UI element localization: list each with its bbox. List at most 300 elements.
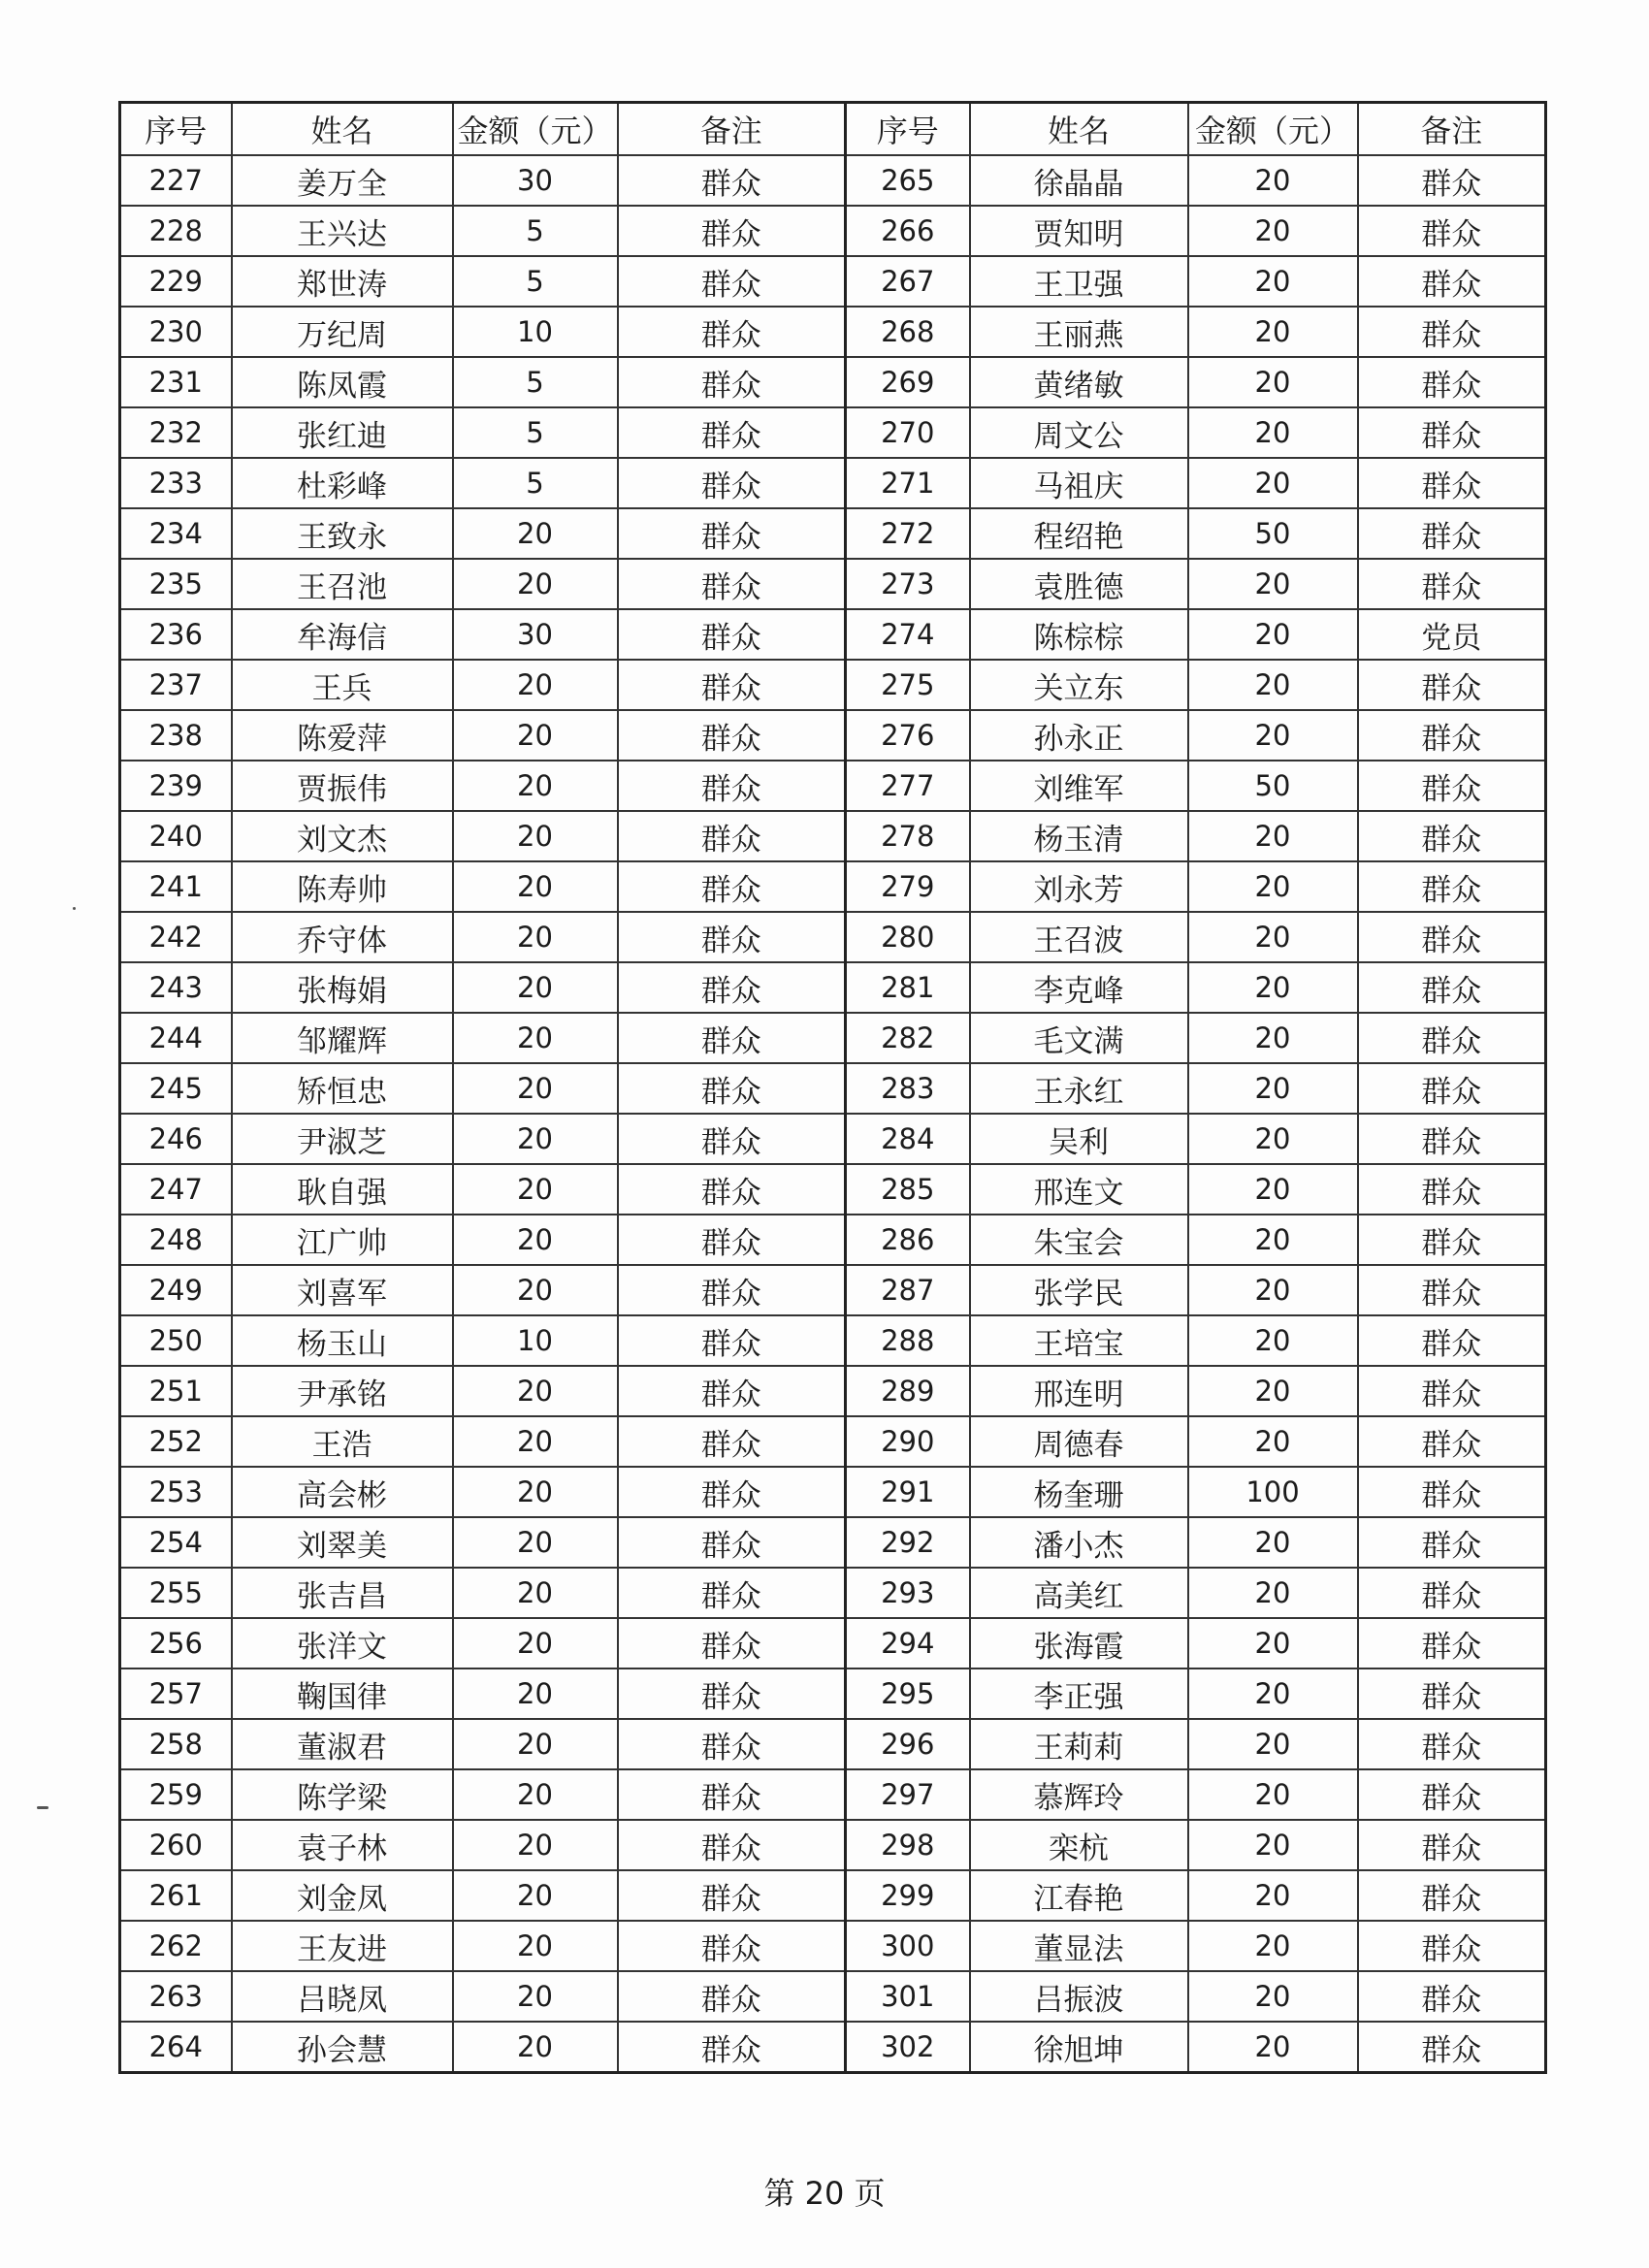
cell-amount: 20 <box>453 1568 618 1618</box>
cell-index: 236 <box>120 609 232 660</box>
cell-amount: 20 <box>453 660 618 710</box>
cell-amount: 20 <box>453 2022 618 2073</box>
cell-index: 297 <box>846 1769 970 1820</box>
table-row <box>120 1971 1546 2022</box>
cell-index: 240 <box>120 811 232 861</box>
table-row <box>120 1568 1546 1618</box>
cell-index: 249 <box>120 1265 232 1315</box>
cell-name: 刘翠美 <box>232 1517 453 1568</box>
cell-index: 247 <box>120 1164 232 1215</box>
cell-index: 259 <box>120 1769 232 1820</box>
cell-index: 244 <box>120 1013 232 1063</box>
cell-index: 246 <box>120 1114 232 1164</box>
cell-amount: 20 <box>1188 206 1358 256</box>
cell-index: 267 <box>846 256 970 307</box>
cell-index: 245 <box>120 1063 232 1114</box>
header-amount: 金额（元） <box>453 103 618 156</box>
cell-name: 董淑君 <box>232 1719 453 1769</box>
cell-amount: 20 <box>1188 1517 1358 1568</box>
cell-remark: 群众 <box>1358 1769 1546 1820</box>
cell-index: 289 <box>846 1366 970 1416</box>
cell-index: 270 <box>846 407 970 458</box>
page-number: 第 20 页 <box>763 2175 886 2212</box>
cell-index: 261 <box>120 1870 232 1921</box>
table-row <box>120 307 1546 357</box>
cell-name: 孙永正 <box>970 710 1188 761</box>
cell-name: 吴利 <box>970 1114 1188 1164</box>
cell-amount: 5 <box>453 256 618 307</box>
cell-remark: 群众 <box>1358 559 1546 609</box>
cell-name: 王兵 <box>232 660 453 710</box>
scan-speck <box>37 1806 48 1809</box>
cell-amount: 20 <box>1188 1416 1358 1467</box>
cell-name: 刘文杰 <box>232 811 453 861</box>
cell-remark: 群众 <box>1358 1921 1546 1971</box>
cell-name: 王兴达 <box>232 206 453 256</box>
cell-remark: 群众 <box>618 1870 846 1921</box>
cell-index: 274 <box>846 609 970 660</box>
table-row <box>120 710 1546 761</box>
cell-name: 鞠国律 <box>232 1669 453 1719</box>
cell-index: 234 <box>120 508 232 559</box>
cell-remark: 党员 <box>1358 609 1546 660</box>
table-row <box>120 1769 1546 1820</box>
table-row <box>120 1315 1546 1366</box>
cell-index: 294 <box>846 1618 970 1669</box>
cell-remark: 群众 <box>618 1366 846 1416</box>
cell-amount: 20 <box>1188 710 1358 761</box>
cell-index: 242 <box>120 912 232 962</box>
cell-remark: 群众 <box>618 1921 846 1971</box>
cell-index: 265 <box>846 155 970 206</box>
cell-name: 邹耀辉 <box>232 1013 453 1063</box>
cell-index: 276 <box>846 710 970 761</box>
cell-name: 李克峰 <box>970 962 1188 1013</box>
cell-amount: 20 <box>453 1870 618 1921</box>
cell-amount: 20 <box>1188 155 1358 206</box>
cell-index: 282 <box>846 1013 970 1063</box>
cell-name: 江广帅 <box>232 1215 453 1265</box>
table-row <box>120 1013 1546 1063</box>
cell-amount: 30 <box>453 155 618 206</box>
cell-index: 291 <box>846 1467 970 1517</box>
cell-index: 283 <box>846 1063 970 1114</box>
cell-index: 262 <box>120 1921 232 1971</box>
cell-index: 301 <box>846 1971 970 2022</box>
cell-index: 269 <box>846 357 970 407</box>
cell-index: 252 <box>120 1416 232 1467</box>
cell-index: 300 <box>846 1921 970 1971</box>
cell-remark: 群众 <box>1358 1517 1546 1568</box>
cell-name: 杨奎珊 <box>970 1467 1188 1517</box>
cell-amount: 20 <box>453 861 618 912</box>
cell-amount: 20 <box>1188 1719 1358 1769</box>
cell-amount: 20 <box>453 1618 618 1669</box>
cell-name: 陈棕棕 <box>970 609 1188 660</box>
cell-remark: 群众 <box>618 761 846 811</box>
cell-remark: 群众 <box>1358 155 1546 206</box>
cell-name: 贾知明 <box>970 206 1188 256</box>
cell-index: 277 <box>846 761 970 811</box>
cell-name: 刘维军 <box>970 761 1188 811</box>
cell-index: 230 <box>120 307 232 357</box>
cell-remark: 群众 <box>618 407 846 458</box>
cell-remark: 群众 <box>618 609 846 660</box>
cell-index: 280 <box>846 912 970 962</box>
cell-remark: 群众 <box>618 1618 846 1669</box>
table-row <box>120 256 1546 307</box>
cell-name: 杨玉山 <box>232 1315 453 1366</box>
cell-index: 272 <box>846 508 970 559</box>
cell-remark: 群众 <box>1358 710 1546 761</box>
cell-amount: 20 <box>1188 407 1358 458</box>
cell-name: 张红迪 <box>232 407 453 458</box>
cell-remark: 群众 <box>1358 1013 1546 1063</box>
cell-index: 295 <box>846 1669 970 1719</box>
cell-name: 王卫强 <box>970 256 1188 307</box>
cell-name: 孙会慧 <box>232 2022 453 2073</box>
cell-name: 慕辉玲 <box>970 1769 1188 1820</box>
cell-index: 228 <box>120 206 232 256</box>
cell-index: 299 <box>846 1870 970 1921</box>
cell-amount: 20 <box>453 1164 618 1215</box>
table-row <box>120 962 1546 1013</box>
cell-amount: 20 <box>1188 1366 1358 1416</box>
table-row <box>120 1921 1546 1971</box>
cell-name: 徐晶晶 <box>970 155 1188 206</box>
cell-name: 江春艳 <box>970 1870 1188 1921</box>
cell-amount: 20 <box>453 1769 618 1820</box>
cell-amount: 20 <box>453 1719 618 1769</box>
cell-remark: 群众 <box>618 1467 846 1517</box>
cell-index: 288 <box>846 1315 970 1366</box>
table-body <box>120 155 1546 2073</box>
cell-remark: 群众 <box>618 206 846 256</box>
cell-name: 邢连文 <box>970 1164 1188 1215</box>
table-row <box>120 155 1546 206</box>
table-row <box>120 2022 1546 2073</box>
cell-name: 朱宝会 <box>970 1215 1188 1265</box>
cell-index: 237 <box>120 660 232 710</box>
cell-remark: 群众 <box>618 912 846 962</box>
table-row <box>120 609 1546 660</box>
cell-amount: 10 <box>453 307 618 357</box>
cell-amount: 20 <box>1188 1114 1358 1164</box>
cell-remark: 群众 <box>1358 761 1546 811</box>
cell-amount: 20 <box>1188 912 1358 962</box>
table-row <box>120 508 1546 559</box>
cell-index: 253 <box>120 1467 232 1517</box>
table-row <box>120 912 1546 962</box>
cell-index: 284 <box>846 1114 970 1164</box>
header-amount: 金额（元） <box>1188 103 1358 156</box>
scan-speck <box>73 907 76 910</box>
cell-amount: 20 <box>1188 609 1358 660</box>
cell-index: 256 <box>120 1618 232 1669</box>
cell-name: 陈凤霞 <box>232 357 453 407</box>
cell-name: 李正强 <box>970 1669 1188 1719</box>
cell-remark: 群众 <box>1358 811 1546 861</box>
cell-remark: 群众 <box>618 2022 846 2073</box>
cell-remark: 群众 <box>618 1265 846 1315</box>
cell-remark: 群众 <box>618 559 846 609</box>
cell-amount: 20 <box>453 1669 618 1719</box>
cell-amount: 5 <box>453 407 618 458</box>
cell-name: 陈学梁 <box>232 1769 453 1820</box>
cell-amount: 20 <box>1188 357 1358 407</box>
cell-amount: 5 <box>453 458 618 508</box>
cell-index: 251 <box>120 1366 232 1416</box>
cell-amount: 20 <box>1188 458 1358 508</box>
cell-amount: 20 <box>1188 861 1358 912</box>
cell-index: 286 <box>846 1215 970 1265</box>
cell-remark: 群众 <box>1358 357 1546 407</box>
cell-name: 袁胜德 <box>970 559 1188 609</box>
header-name: 姓名 <box>232 103 453 156</box>
cell-remark: 群众 <box>618 660 846 710</box>
table-row <box>120 1669 1546 1719</box>
cell-name: 张洋文 <box>232 1618 453 1669</box>
cell-remark: 群众 <box>618 458 846 508</box>
cell-remark: 群众 <box>1358 1971 1546 2022</box>
cell-name: 王召池 <box>232 559 453 609</box>
cell-name: 毛文满 <box>970 1013 1188 1063</box>
cell-amount: 50 <box>1188 761 1358 811</box>
cell-name: 马祖庆 <box>970 458 1188 508</box>
cell-amount: 20 <box>1188 962 1358 1013</box>
cell-remark: 群众 <box>1358 1164 1546 1215</box>
cell-index: 298 <box>846 1820 970 1870</box>
cell-remark: 群众 <box>1358 912 1546 962</box>
cell-amount: 20 <box>453 1265 618 1315</box>
cell-remark: 群众 <box>618 1769 846 1820</box>
table-row <box>120 1820 1546 1870</box>
cell-index: 254 <box>120 1517 232 1568</box>
cell-amount: 50 <box>1188 508 1358 559</box>
cell-amount: 30 <box>453 609 618 660</box>
table-row <box>120 1114 1546 1164</box>
cell-remark: 群众 <box>1358 407 1546 458</box>
cell-name: 张海霞 <box>970 1618 1188 1669</box>
cell-index: 243 <box>120 962 232 1013</box>
cell-name: 王浩 <box>232 1416 453 1467</box>
cell-amount: 20 <box>453 710 618 761</box>
cell-remark: 群众 <box>618 1315 846 1366</box>
cell-amount: 20 <box>453 811 618 861</box>
table-row <box>120 1366 1546 1416</box>
cell-amount: 20 <box>453 1517 618 1568</box>
cell-name: 郑世涛 <box>232 256 453 307</box>
cell-amount: 20 <box>1188 1618 1358 1669</box>
cell-remark: 群众 <box>618 1568 846 1618</box>
cell-name: 王致永 <box>232 508 453 559</box>
cell-index: 268 <box>846 307 970 357</box>
cell-name: 尹承铭 <box>232 1366 453 1416</box>
cell-amount: 20 <box>453 1921 618 1971</box>
cell-amount: 20 <box>1188 1215 1358 1265</box>
table-row <box>120 1719 1546 1769</box>
cell-remark: 群众 <box>618 1215 846 1265</box>
cell-remark: 群众 <box>1358 1063 1546 1114</box>
cell-amount: 20 <box>1188 1669 1358 1719</box>
cell-name: 王召波 <box>970 912 1188 962</box>
cell-name: 贾振伟 <box>232 761 453 811</box>
cell-remark: 群众 <box>1358 1114 1546 1164</box>
cell-index: 263 <box>120 1971 232 2022</box>
cell-amount: 10 <box>453 1315 618 1366</box>
cell-name: 张学民 <box>970 1265 1188 1315</box>
cell-remark: 群众 <box>1358 458 1546 508</box>
table-row <box>120 559 1546 609</box>
cell-name: 潘小杰 <box>970 1517 1188 1568</box>
cell-amount: 20 <box>453 559 618 609</box>
cell-remark: 群众 <box>1358 206 1546 256</box>
cell-amount: 20 <box>453 1114 618 1164</box>
header-remark: 备注 <box>1358 103 1546 156</box>
cell-name: 高美红 <box>970 1568 1188 1618</box>
table-row <box>120 861 1546 912</box>
cell-amount: 20 <box>453 761 618 811</box>
cell-name: 黄绪敏 <box>970 357 1188 407</box>
cell-remark: 群众 <box>1358 1618 1546 1669</box>
header-row <box>120 103 1546 156</box>
cell-remark: 群众 <box>1358 1366 1546 1416</box>
cell-remark: 群众 <box>618 1164 846 1215</box>
cell-remark: 群众 <box>618 1013 846 1063</box>
cell-amount: 20 <box>453 962 618 1013</box>
cell-amount: 20 <box>453 1416 618 1467</box>
table-row <box>120 1063 1546 1114</box>
cell-name: 董显法 <box>970 1921 1188 1971</box>
cell-name: 吕振波 <box>970 1971 1188 2022</box>
cell-name: 王培宝 <box>970 1315 1188 1366</box>
cell-name: 周文公 <box>970 407 1188 458</box>
cell-amount: 5 <box>453 206 618 256</box>
cell-remark: 群众 <box>1358 1265 1546 1315</box>
table-row <box>120 761 1546 811</box>
cell-index: 287 <box>846 1265 970 1315</box>
cell-name: 王友进 <box>232 1921 453 1971</box>
cell-name: 吕晓凤 <box>232 1971 453 2022</box>
table-row <box>120 1618 1546 1669</box>
cell-remark: 群众 <box>618 1820 846 1870</box>
cell-index: 278 <box>846 811 970 861</box>
table-row <box>120 458 1546 508</box>
header-name: 姓名 <box>970 103 1188 156</box>
cell-name: 刘永芳 <box>970 861 1188 912</box>
cell-remark: 群众 <box>618 1416 846 1467</box>
cell-name: 尹淑芝 <box>232 1114 453 1164</box>
cell-name: 耿自强 <box>232 1164 453 1215</box>
header-index: 序号 <box>120 103 232 156</box>
cell-amount: 20 <box>1188 256 1358 307</box>
cell-index: 238 <box>120 710 232 761</box>
cell-name: 王永红 <box>970 1063 1188 1114</box>
cell-index: 266 <box>846 206 970 256</box>
cell-amount: 20 <box>1188 1921 1358 1971</box>
cell-amount: 20 <box>1188 1013 1358 1063</box>
table-row <box>120 1870 1546 1921</box>
cell-amount: 20 <box>1188 660 1358 710</box>
table-row <box>120 1164 1546 1215</box>
cell-remark: 群众 <box>618 307 846 357</box>
cell-name: 高会彬 <box>232 1467 453 1517</box>
cell-amount: 20 <box>453 1971 618 2022</box>
cell-remark: 群众 <box>1358 2022 1546 2073</box>
cell-name: 杨玉清 <box>970 811 1188 861</box>
cell-index: 235 <box>120 559 232 609</box>
cell-name: 万纪周 <box>232 307 453 357</box>
cell-remark: 群众 <box>1358 1416 1546 1467</box>
cell-amount: 20 <box>453 1013 618 1063</box>
cell-amount: 20 <box>453 508 618 559</box>
cell-index: 250 <box>120 1315 232 1366</box>
cell-remark: 群众 <box>618 256 846 307</box>
cell-remark: 群众 <box>618 710 846 761</box>
cell-amount: 20 <box>1188 1063 1358 1114</box>
cell-amount: 20 <box>453 1215 618 1265</box>
cell-name: 王丽燕 <box>970 307 1188 357</box>
cell-amount: 20 <box>1188 307 1358 357</box>
cell-index: 279 <box>846 861 970 912</box>
cell-index: 290 <box>846 1416 970 1467</box>
cell-amount: 20 <box>1188 811 1358 861</box>
header-remark: 备注 <box>618 103 846 156</box>
cell-index: 296 <box>846 1719 970 1769</box>
cell-index: 285 <box>846 1164 970 1215</box>
cell-remark: 群众 <box>618 1063 846 1114</box>
cell-amount: 20 <box>1188 1315 1358 1366</box>
table-row <box>120 1467 1546 1517</box>
table-row <box>120 660 1546 710</box>
cell-remark: 群众 <box>618 1517 846 1568</box>
cell-remark: 群众 <box>1358 660 1546 710</box>
cell-remark: 群众 <box>1358 1568 1546 1618</box>
cell-remark: 群众 <box>1358 307 1546 357</box>
cell-name: 徐旭坤 <box>970 2022 1188 2073</box>
cell-remark: 群众 <box>618 1971 846 2022</box>
cell-remark: 群众 <box>1358 1215 1546 1265</box>
table-row <box>120 1265 1546 1315</box>
cell-name: 王莉莉 <box>970 1719 1188 1769</box>
cell-amount: 20 <box>453 1467 618 1517</box>
cell-name: 邢连明 <box>970 1366 1188 1416</box>
cell-remark: 群众 <box>618 962 846 1013</box>
donation-table <box>118 101 1547 2074</box>
table-row <box>120 407 1546 458</box>
cell-index: 271 <box>846 458 970 508</box>
cell-index: 302 <box>846 2022 970 2073</box>
cell-name: 姜万全 <box>232 155 453 206</box>
cell-name: 刘喜军 <box>232 1265 453 1315</box>
cell-remark: 群众 <box>618 1719 846 1769</box>
cell-index: 275 <box>846 660 970 710</box>
cell-amount: 20 <box>1188 1568 1358 1618</box>
cell-index: 281 <box>846 962 970 1013</box>
cell-index: 255 <box>120 1568 232 1618</box>
cell-index: 258 <box>120 1719 232 1769</box>
cell-amount: 100 <box>1188 1467 1358 1517</box>
cell-index: 232 <box>120 407 232 458</box>
cell-name: 牟海信 <box>232 609 453 660</box>
cell-name: 周德春 <box>970 1416 1188 1467</box>
cell-index: 257 <box>120 1669 232 1719</box>
cell-amount: 20 <box>1188 1820 1358 1870</box>
cell-index: 260 <box>120 1820 232 1870</box>
cell-remark: 群众 <box>618 1669 846 1719</box>
cell-name: 刘金凤 <box>232 1870 453 1921</box>
cell-name: 乔守体 <box>232 912 453 962</box>
